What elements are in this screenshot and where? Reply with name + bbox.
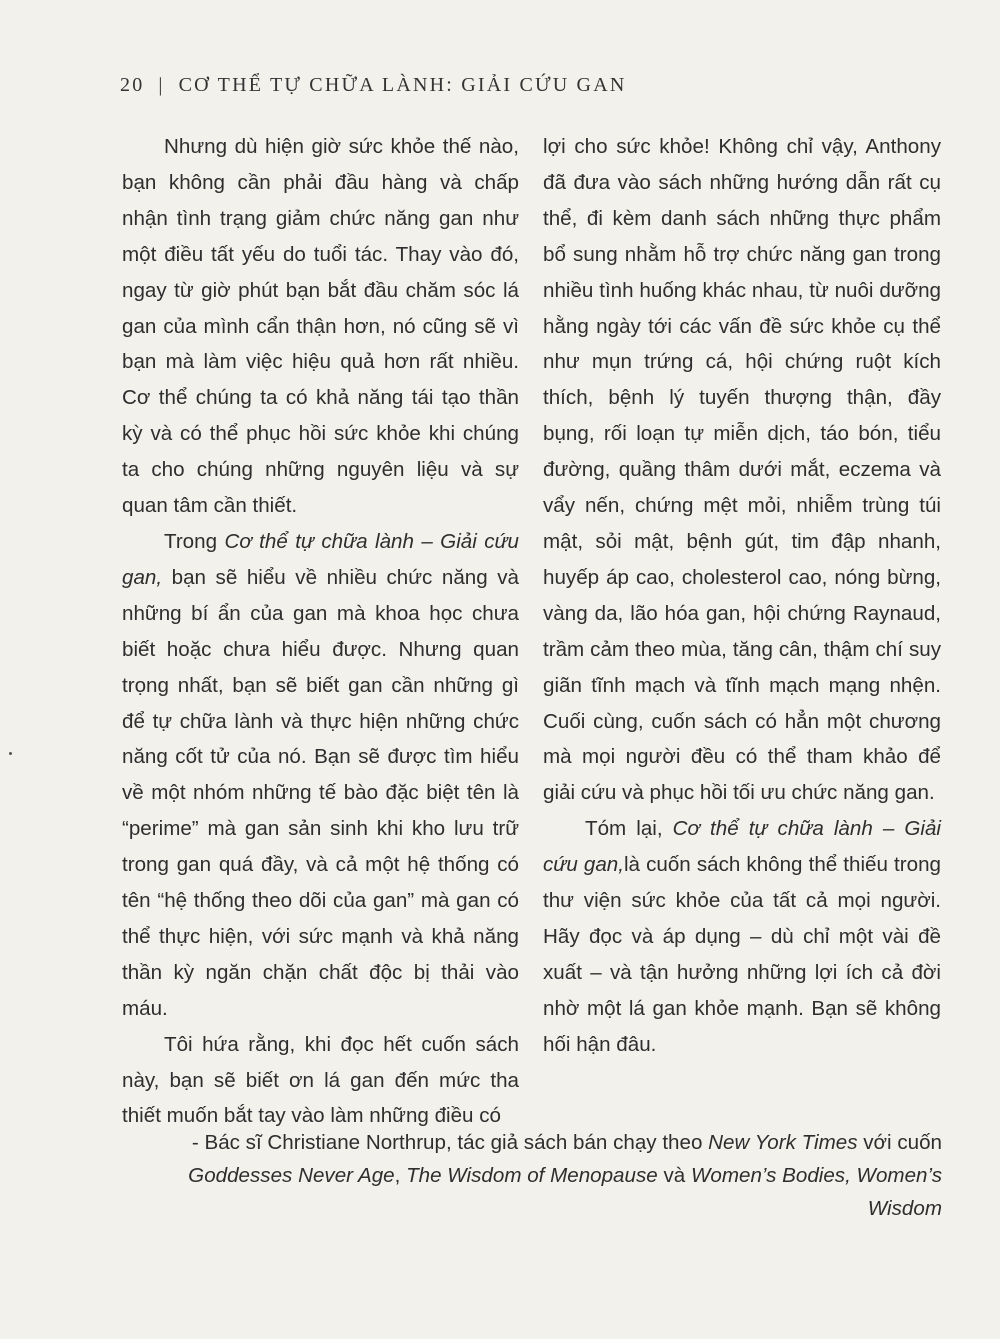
attribution-author: - Bác sĩ Christiane Northrup, tác giả sách bán chạy theo <box>191 1131 703 1154</box>
paragraph-intro: Tóm lại, <box>585 817 663 841</box>
left-paragraph-2 <box>122 524 519 1027</box>
book-title-2: The Wisdom of Menopause <box>406 1164 658 1187</box>
left-paragraph-1: Nhưng dù hiện giờ sức khỏe thế nào, bạn không cần phải đầu hàng và chấp nhận tình trạng giảm chức năng gan như một điều tất yếu do tuổi tác. Thay vào đó, ngay từ giờ phút bạn bắt đầu chăm sóc lá gan của mình cẩn thận hơn, nó cũng sẽ vì bạn mà làm việc hiệu quả hơn rất nhiều. Cơ thể chúng ta có khả năng tái tạo thần kỳ và có thể phục hồi sức khỏe khi chúng ta cho chúng những nguyên liệu và sự quan tâm cần thiết. <box>122 135 519 518</box>
book-title-1: Goddesses Never Age <box>188 1164 395 1187</box>
book-title-italic: Cơ thể tự chữa lành – Giải cứu gan, <box>543 817 941 877</box>
publication-name: New York Times <box>708 1131 858 1154</box>
page-number: 20 <box>120 74 145 96</box>
running-title: CƠ THỂ TỰ CHỮA LÀNH: GIẢI CỨU GAN <box>178 74 627 96</box>
book-title-italic: Cơ thể tự chữa lành – Giải cứu gan, <box>122 529 519 589</box>
attribution-line-2 <box>130 1159 942 1225</box>
comma: , <box>394 1164 401 1187</box>
right-paragraph-1: lợi cho sức khỏe! Không chỉ vậy, Anthony đã đưa vào sách những hướng dẫn rất cụ thể, đi kèm danh sách những thực phẩm bổ sung nhằm hỗ trợ chức năng gan trong nhiều tình huống khác nhau, từ nuôi dưỡng hằng ngày tới các vấn đề sức khỏe cụ thể như mụn trứng cá, hội chứng ruột kích thích, bệnh lý tuyến thượng thận, đầy bụng, rối loạn tự miễn dịch, táo bón, tiểu đường, quầng thâm dưới mắt, eczema và vẩy nến, chứng mệt mỏi, nhiễm trùng túi mật, sỏi mật, bệnh gút, tim đập nhanh, huyếp áp cao, cholesterol cao, nóng bừng, vàng da, lão hóa gan, hội chứng Raynaud, trầm cảm theo mùa, tăng cân, thậm chí suy giãn tĩnh mạch và tĩnh mạch mạng nhện. Cuối cùng, cuốn sách có hẳn một chương mà mọi người đều có thể tham khảo để giải cứu và phục hồi tối ưu chức năng gan. <box>543 135 941 805</box>
running-header <box>120 74 626 97</box>
scan-speck <box>9 752 12 755</box>
paragraph-body: là cuốn sách không thể thiếu trong thư viện sức khỏe của tất cả mọi người. Hãy đọc và áp dụng – dù chỉ một vài đề xuất – và tận hưởng những lợi ích cả đời nhờ một lá gan khỏe mạnh. Bạn sẽ không hối hận đâu. <box>543 853 941 1056</box>
attribution-line-1 <box>130 1126 942 1159</box>
attribution <box>130 1126 942 1225</box>
attribution-suffix: với cuốn <box>863 1131 942 1154</box>
left-paragraph-3: Tôi hứa rằng, khi đọc hết cuốn sách này, bạn sẽ biết ơn lá gan đến mức tha thiết muốn bắt tay vào làm những điều có <box>122 1032 519 1128</box>
right-paragraph-2 <box>543 811 941 1062</box>
header-separator: | <box>158 74 165 96</box>
conjunction: và <box>663 1164 686 1187</box>
book-title-3: Women’s Bodies, Women’s Wisdom <box>690 1164 942 1220</box>
paragraph-body: bạn sẽ hiểu về nhiều chức năng và những bí ẩn của gan mà khoa học chưa biết hoặc chưa hiểu được. Nhưng quan trọng nhất, bạn sẽ biết gan cần những gì để tự chữa lành và thực hiện những chức năng cốt tử của nó. Bạn sẽ được tìm hiểu về một nhóm những tế bào đặc biệt tên là “perime” mà gan sản sinh khi kho lưu trữ trong gan quá đầy, và cả một hệ thống có tên “hệ thống theo dõi của gan” mà gan có thể thực hiện, với sức mạnh và khả năng thần kỳ ngăn chặn chất độc bị thải vào máu. <box>122 565 519 1020</box>
left-column <box>122 129 519 1134</box>
right-column <box>543 129 941 1063</box>
paragraph-intro: Trong <box>164 529 218 553</box>
